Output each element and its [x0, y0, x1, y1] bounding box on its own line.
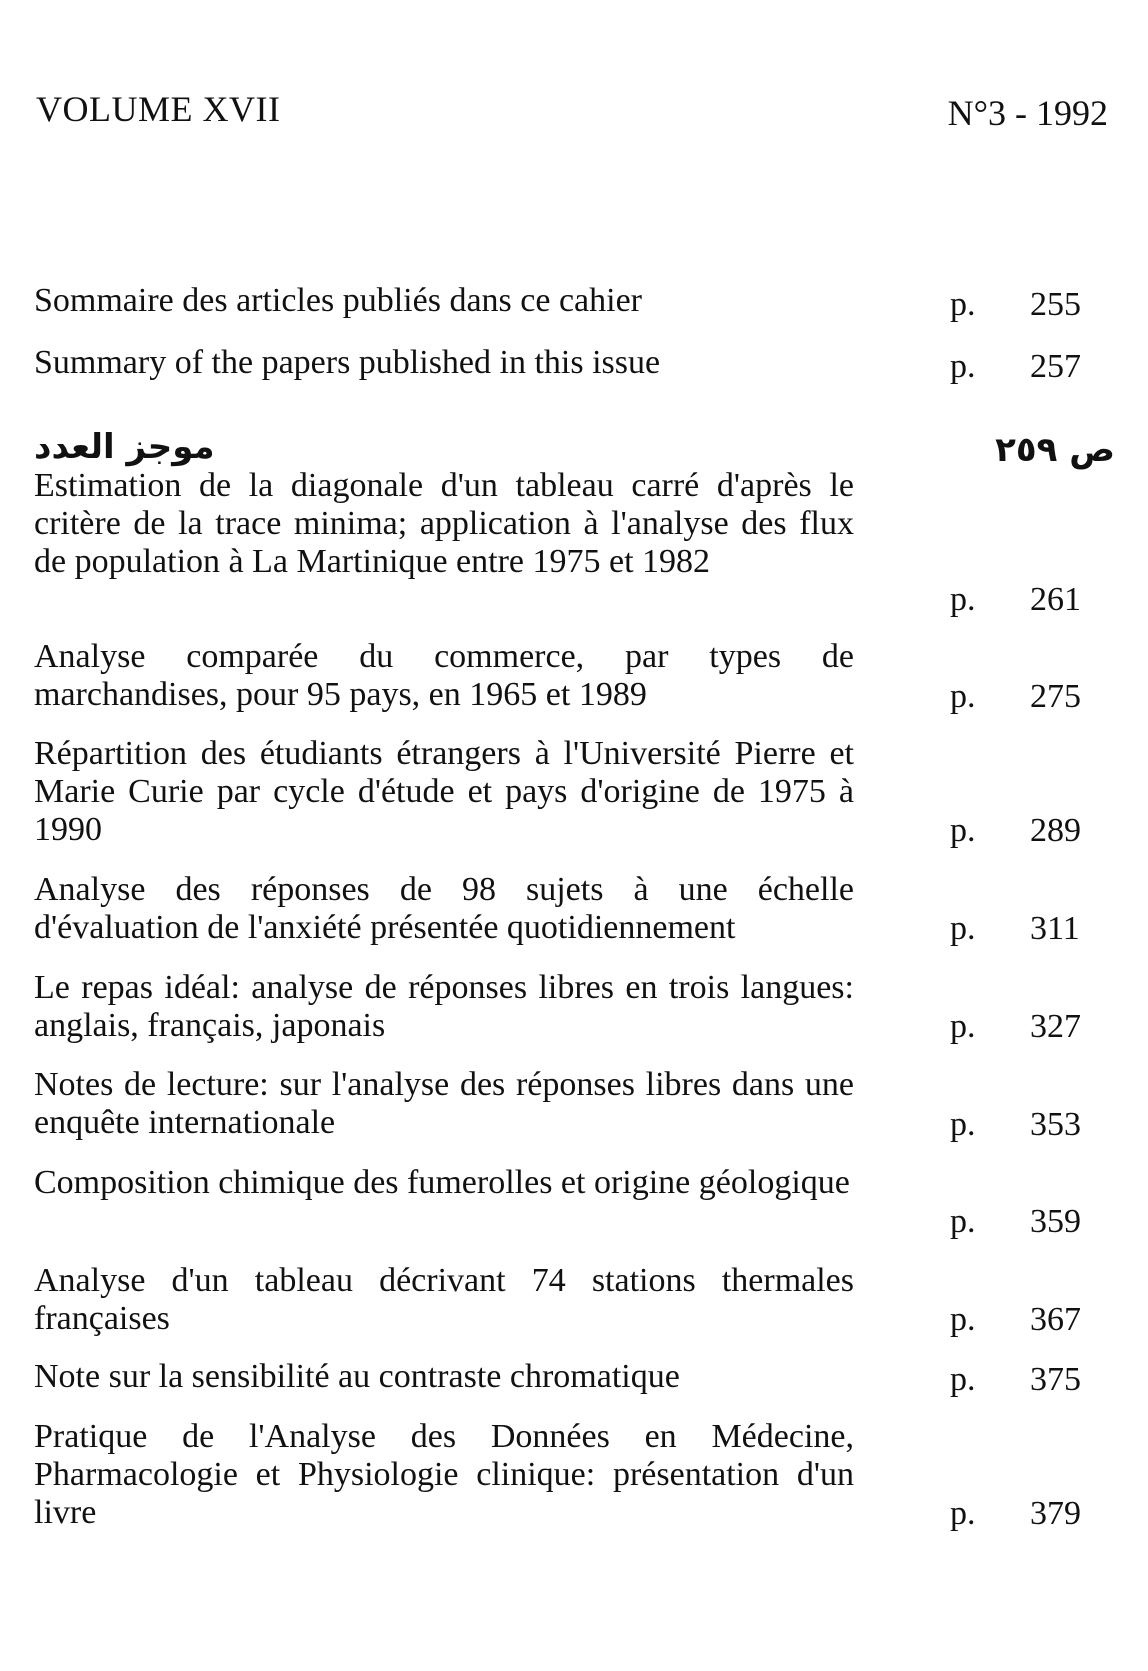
arabic-summary-title: موجز العدد	[34, 427, 215, 467]
toc-entry-title: Note sur la sensibilité au contraste chromatique	[34, 1358, 680, 1395]
toc-page-ref	[950, 1106, 1090, 1144]
toc-page-ref	[950, 1301, 1090, 1339]
page-prefix: p.	[950, 581, 976, 618]
page-number: 289	[1030, 812, 1081, 849]
toc-page-ref	[950, 1008, 1090, 1046]
toc-entry-title: Estimation de la diagonale d'un tableau carré d'après le critère de la trace minima; application à l'analyse des flux de population à La Martinique entre 1975 et 1982	[34, 467, 854, 580]
toc-entry-title: Pratique de l'Analyse des Données en Médecine, Pharmacologie et Physiologie clinique: présentation d'un livre	[34, 1418, 854, 1531]
page-prefix: p.	[950, 678, 976, 715]
page-number: 375	[1030, 1361, 1081, 1398]
page-prefix: p.	[950, 1301, 976, 1338]
toc-entry-title: Analyse comparée du commerce, par types de marchandises, pour 95 pays, en 1965 et 1989	[34, 638, 854, 713]
page-number: 311	[1030, 910, 1080, 947]
page-prefix: p.	[950, 1106, 976, 1143]
toc-entry-title: Analyse d'un tableau décrivant 74 stations thermales françaises	[34, 1262, 854, 1337]
page-number: 257	[1030, 348, 1081, 385]
toc-page-ref	[950, 348, 1090, 386]
toc-page-ref	[950, 581, 1090, 619]
page-number: 275	[1030, 678, 1081, 715]
page-prefix: p.	[950, 1495, 976, 1532]
page-prefix: p.	[950, 286, 976, 323]
page-number: 261	[1030, 581, 1081, 618]
page-prefix: p.	[950, 812, 976, 849]
page-prefix: p.	[950, 1203, 976, 1240]
toc-page-ref	[950, 678, 1090, 716]
page-number: 327	[1030, 1008, 1081, 1045]
page-number: 379	[1030, 1495, 1081, 1532]
page-prefix: p.	[950, 910, 976, 947]
toc-entry-title: Le repas idéal: analyse de réponses libres en trois langues: anglais, français, japonais	[34, 969, 854, 1044]
toc-entry-title: Summary of the papers published in this issue	[34, 344, 661, 381]
toc-page-ref	[950, 286, 1090, 324]
toc-page-ref	[950, 910, 1090, 948]
toc-page-ref	[950, 1495, 1090, 1533]
page-prefix: p.	[950, 348, 976, 385]
page-number: 255	[1030, 286, 1081, 323]
toc-entry-title: Analyse des réponses de 98 sujets à une échelle d'évaluation de l'anxiété présentée quotidiennement	[34, 871, 854, 946]
toc-page-ref	[950, 1361, 1090, 1399]
issue-label: N°3 - 1992	[947, 93, 1108, 133]
page-number: 367	[1030, 1301, 1081, 1338]
toc-page-ref	[950, 1203, 1090, 1241]
toc-entry-title: Répartition des étudiants étrangers à l'Université Pierre et Marie Curie par cycle d'étude et pays d'origine de 1975 à 1990	[34, 735, 854, 848]
page-prefix: p.	[950, 1361, 976, 1398]
page-prefix: p.	[950, 1008, 976, 1045]
arabic-page-ref: ص ٢٥٩	[995, 430, 1115, 470]
toc-entry-title: Sommaire des articles publiés dans ce cahier	[34, 282, 642, 319]
volume-label: VOLUME XVII	[36, 89, 281, 129]
toc-entry-title: Notes de lecture: sur l'analyse des réponses libres dans une enquête internationale	[34, 1066, 854, 1141]
toc-entry-title: Composition chimique des fumerolles et origine géologique	[34, 1164, 850, 1201]
toc-page-ref	[950, 812, 1090, 850]
page-number: 353	[1030, 1106, 1081, 1143]
page-number: 359	[1030, 1203, 1081, 1240]
